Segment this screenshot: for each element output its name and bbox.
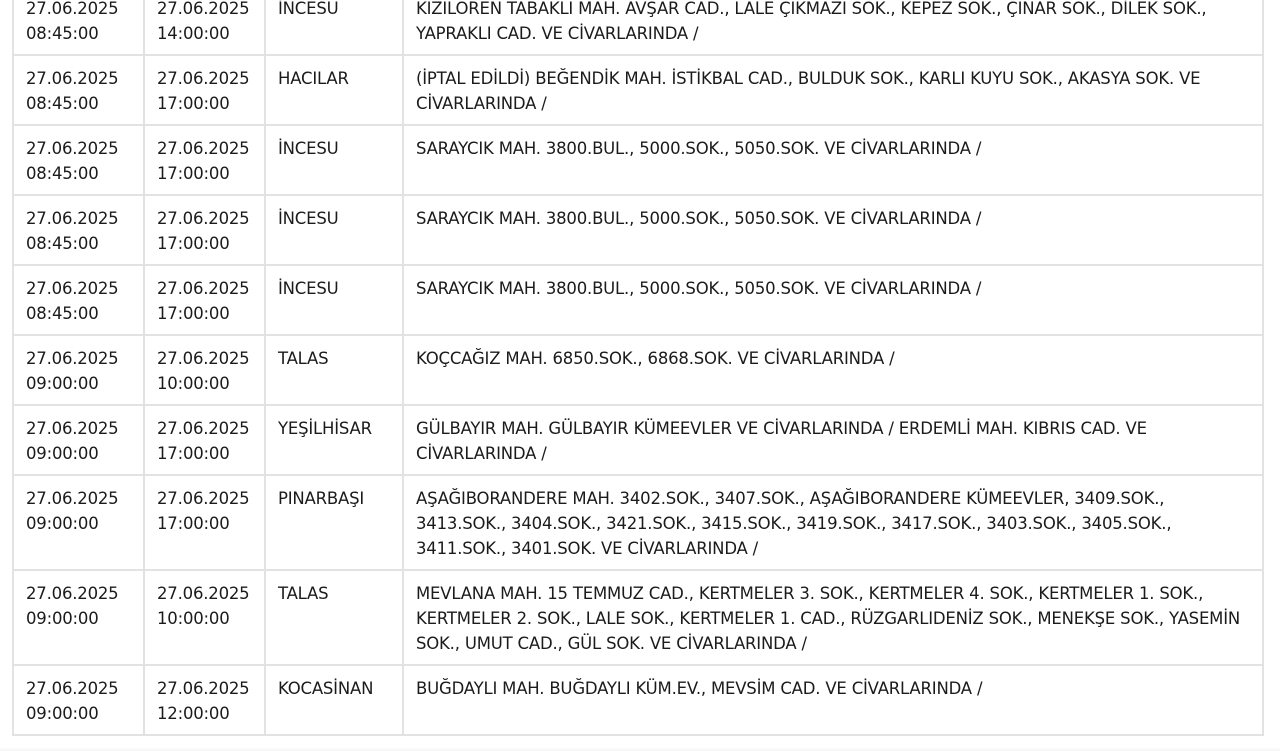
- start-date: 27.06.2025: [26, 584, 119, 603]
- address-cell: AŞAĞIBORANDERE MAH. 3402.SOK., 3407.SOK., AŞAĞIBORANDERE KÜMEEVLER, 3409.SOK., 3413.SOK., 3404.SOK., 3421.SOK., 3415.SOK., 3419.SOK., 3417.SOK., 3403.SOK., 3405.SOK., 3411.SOK., 3401.SOK. VE CİVARLARINDA /: [402, 476, 1264, 571]
- start-date: 27.06.2025: [26, 279, 119, 298]
- start-time: 09:00:00: [26, 609, 99, 628]
- address-cell: SARAYCIK MAH. 3800.BUL., 5000.SOK., 5050.SOK. VE CİVARLARINDA /: [402, 196, 1264, 266]
- start-cell: [12, 266, 143, 336]
- end-time: 17:00:00: [157, 444, 230, 463]
- end-date: 27.06.2025: [157, 679, 250, 698]
- start-cell: [12, 126, 143, 196]
- end-date: 27.06.2025: [157, 209, 250, 228]
- start-date: 27.06.2025: [26, 679, 119, 698]
- end-time: 17:00:00: [157, 94, 230, 113]
- end-cell: [143, 56, 264, 126]
- end-time: 17:00:00: [157, 304, 230, 323]
- end-date: 27.06.2025: [157, 349, 250, 368]
- end-date: 27.06.2025: [157, 419, 250, 438]
- start-cell: [12, 476, 143, 571]
- end-time: 10:00:00: [157, 609, 230, 628]
- table-row: [12, 0, 1264, 56]
- district-cell: İNCESU: [264, 126, 402, 196]
- start-time: 08:45:00: [26, 94, 99, 113]
- end-cell: [143, 126, 264, 196]
- start-date: 27.06.2025: [26, 419, 119, 438]
- end-date: 27.06.2025: [157, 69, 250, 88]
- district-cell: TALAS: [264, 336, 402, 406]
- district-cell: İNCESU: [264, 0, 402, 56]
- end-date: 27.06.2025: [157, 584, 250, 603]
- end-cell: [143, 571, 264, 666]
- start-time: 08:45:00: [26, 164, 99, 183]
- table-row: [12, 126, 1264, 196]
- start-cell: [12, 336, 143, 406]
- end-cell: [143, 476, 264, 571]
- end-time: 10:00:00: [157, 374, 230, 393]
- start-time: 08:45:00: [26, 304, 99, 323]
- table-row: [12, 336, 1264, 406]
- start-time: 09:00:00: [26, 704, 99, 723]
- district-cell: HACILAR: [264, 56, 402, 126]
- start-cell: [12, 666, 143, 736]
- end-cell: [143, 666, 264, 736]
- table-row: [12, 666, 1264, 736]
- end-date: 27.06.2025: [157, 0, 250, 18]
- start-cell: [12, 0, 143, 56]
- end-cell: [143, 0, 264, 56]
- start-time: 09:00:00: [26, 514, 99, 533]
- end-time: 12:00:00: [157, 704, 230, 723]
- end-date: 27.06.2025: [157, 279, 250, 298]
- start-cell: [12, 196, 143, 266]
- address-cell: SARAYCIK MAH. 3800.BUL., 5000.SOK., 5050.SOK. VE CİVARLARINDA /: [402, 266, 1264, 336]
- end-time: 17:00:00: [157, 234, 230, 253]
- table-row: [12, 56, 1264, 126]
- end-cell: [143, 266, 264, 336]
- district-cell: PINARBAŞI: [264, 476, 402, 571]
- address-cell: KOÇCAĞIZ MAH. 6850.SOK., 6868.SOK. VE CİVARLARINDA /: [402, 336, 1264, 406]
- table-row: [12, 476, 1264, 571]
- district-cell: İNCESU: [264, 196, 402, 266]
- table-row: [12, 571, 1264, 666]
- address-cell: GÜLBAYIR MAH. GÜLBAYIR KÜMEEVLER VE CİVARLARINDA / ERDEMLİ MAH. KIBRIS CAD. VE CİVARLARINDA /: [402, 406, 1264, 476]
- start-time: 09:00:00: [26, 444, 99, 463]
- address-cell: (İPTAL EDİLDİ) BEĞENDİK MAH. İSTİKBAL CAD., BULDUK SOK., KARLI KUYU SOK., AKASYA SOK. VE CİVARLARINDA /: [402, 56, 1264, 126]
- district-cell: TALAS: [264, 571, 402, 666]
- address-cell: MEVLANA MAH. 15 TEMMUZ CAD., KERTMELER 3. SOK., KERTMELER 4. SOK., KERTMELER 1. SOK., KERTMELER 2. SOK., LALE SOK., KERTMELER 1. CAD., RÜZGARLIDENİZ SOK., MENEKŞE SOK., YASEMİN SOK., UMUT CAD., GÜL SOK. VE CİVARLARINDA /: [402, 571, 1264, 666]
- address-cell: BUĞDAYLI MAH. BUĞDAYLI KÜM.EV., MEVSİM CAD. VE CİVARLARINDA /: [402, 666, 1264, 736]
- end-cell: [143, 336, 264, 406]
- start-cell: [12, 56, 143, 126]
- table-row: [12, 406, 1264, 476]
- start-date: 27.06.2025: [26, 0, 119, 18]
- district-cell: KOCASİNAN: [264, 666, 402, 736]
- start-cell: [12, 406, 143, 476]
- end-date: 27.06.2025: [157, 139, 250, 158]
- end-time: 17:00:00: [157, 514, 230, 533]
- outage-table: [12, 0, 1264, 736]
- start-cell: [12, 571, 143, 666]
- table-row: [12, 196, 1264, 266]
- end-date: 27.06.2025: [157, 489, 250, 508]
- start-date: 27.06.2025: [26, 489, 119, 508]
- end-cell: [143, 406, 264, 476]
- start-time: 08:45:00: [26, 24, 99, 43]
- district-cell: İNCESU: [264, 266, 402, 336]
- address-cell: SARAYCIK MAH. 3800.BUL., 5000.SOK., 5050.SOK. VE CİVARLARINDA /: [402, 126, 1264, 196]
- start-date: 27.06.2025: [26, 139, 119, 158]
- end-cell: [143, 196, 264, 266]
- bottom-edge-shadow: [0, 747, 1280, 751]
- start-time: 09:00:00: [26, 374, 99, 393]
- address-cell: KIZILÖREN TABAKLI MAH. AVŞAR CAD., LALE ÇIKMAZI SOK., KEPEZ SOK., ÇINAR SOK., DİLEK SOK., YAPRAKLI CAD. VE CİVARLARINDA /: [402, 0, 1264, 56]
- start-date: 27.06.2025: [26, 349, 119, 368]
- start-date: 27.06.2025: [26, 69, 119, 88]
- end-time: 17:00:00: [157, 164, 230, 183]
- end-time: 14:00:00: [157, 24, 230, 43]
- district-cell: YEŞİLHİSAR: [264, 406, 402, 476]
- start-date: 27.06.2025: [26, 209, 119, 228]
- table-row: [12, 266, 1264, 336]
- start-time: 08:45:00: [26, 234, 99, 253]
